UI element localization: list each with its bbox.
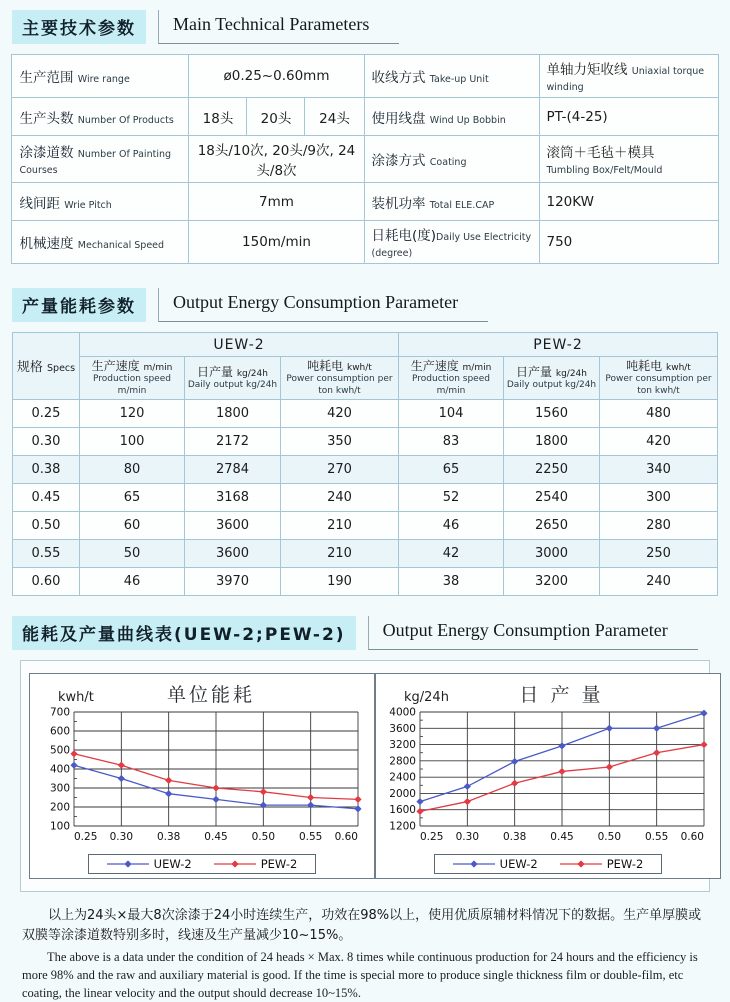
legend-item xyxy=(107,857,192,871)
value-cell: 100 xyxy=(79,427,184,455)
value-cell: 3970 xyxy=(184,567,280,595)
label-en: Coating xyxy=(429,157,467,168)
spec-cell: 0.25 xyxy=(12,399,79,427)
section-title-zh: 产量能耗参数 xyxy=(12,288,146,322)
label-zh: 生产头数 xyxy=(19,110,74,127)
chart-title: 单位能耗 xyxy=(166,683,255,706)
header-zh: 生产速度 xyxy=(410,359,459,373)
value-cell: 2650 xyxy=(504,511,600,539)
table-row xyxy=(12,183,718,221)
spec-cell: 0.38 xyxy=(12,455,79,483)
label-en: Take-up Unit xyxy=(429,74,489,85)
svg-text:0.55: 0.55 xyxy=(644,830,669,843)
svg-text:600: 600 xyxy=(49,725,70,738)
value-cell: 3600 xyxy=(184,539,280,567)
chart-panel-energy xyxy=(29,673,375,879)
param-label xyxy=(364,221,539,264)
value-zh: 滚筒＋毛毡＋模具 xyxy=(546,145,655,161)
header-unit: kg/24h xyxy=(555,368,587,379)
section-header-output-energy xyxy=(12,288,720,322)
col-header-power xyxy=(280,357,398,400)
header-zh: 吨耗电 xyxy=(307,359,344,373)
value-cell: 2172 xyxy=(184,427,280,455)
col-header-speed xyxy=(399,357,504,400)
header-zh: 规格 xyxy=(16,360,43,376)
svg-text:500: 500 xyxy=(49,744,70,757)
param-value xyxy=(539,98,718,136)
param-label xyxy=(364,183,539,221)
spec-cell: 0.30 xyxy=(12,427,79,455)
value-cell: 120 xyxy=(79,399,184,427)
value-cell: 65 xyxy=(399,455,504,483)
value-cell: 104 xyxy=(399,399,504,427)
value-cell: 210 xyxy=(280,511,398,539)
label-zh: 收线方式 xyxy=(371,70,426,86)
spec-cell: 0.55 xyxy=(12,539,79,567)
svg-text:0.60: 0.60 xyxy=(680,830,704,843)
spec-column-header xyxy=(12,333,79,400)
table-row xyxy=(12,455,717,483)
value-cell: 340 xyxy=(600,455,718,483)
table-row xyxy=(12,511,717,539)
section-title-zh: 能耗及产量曲线表(UEW-2;PEW-2) xyxy=(12,616,356,650)
y-axis-unit-label: kg/24h xyxy=(404,689,449,705)
value-zh: 120KW xyxy=(546,193,594,210)
value-cell: 50 xyxy=(79,539,184,567)
svg-text:0.45: 0.45 xyxy=(550,830,574,843)
table-row xyxy=(12,55,718,98)
param-value: 18头 xyxy=(189,98,247,136)
value-cell: 38 xyxy=(399,567,504,595)
value-cell: 210 xyxy=(280,539,398,567)
value-cell: 46 xyxy=(79,567,184,595)
col-header-power xyxy=(600,357,718,400)
footnote-en: The above is a data under the condition of 24 heads × Max. 8 times while continuous production for 24 hours and the efficiency is more 98% and the raw and auxiliary material is good. If the time is special more to produce single thickness film or double-film, etc coating, the linear velocity and the output should decrease 10~15%. xyxy=(22,950,698,1001)
header-en: Power consumption per ton kwh/t xyxy=(605,374,712,396)
value-cell: 1800 xyxy=(184,399,280,427)
line-chart-output xyxy=(382,706,714,848)
spec-cell: 0.50 xyxy=(12,511,79,539)
svg-text:0.25: 0.25 xyxy=(420,830,444,843)
legend-row xyxy=(36,854,368,874)
legend-label: PEW-2 xyxy=(606,856,644,871)
legend-marker-icon xyxy=(214,859,256,869)
value-cell: 190 xyxy=(280,567,398,595)
svg-text:300: 300 xyxy=(49,782,70,795)
header-en: Daily output kg/24h xyxy=(506,379,597,390)
header-unit: kwh/t xyxy=(346,363,372,373)
value-cell: 480 xyxy=(600,399,718,427)
section-title-zh: 主要技术参数 xyxy=(12,10,146,44)
legend-label: UEW-2 xyxy=(499,856,538,871)
param-label xyxy=(364,98,539,136)
param-value: ø0.25~0.60mm xyxy=(189,55,364,98)
param-value xyxy=(539,55,718,98)
value-cell: 3600 xyxy=(184,511,280,539)
group-header-pew2: PEW-2 xyxy=(399,333,718,357)
header-en: Specs xyxy=(47,363,76,375)
value-cell: 350 xyxy=(280,427,398,455)
label-zh: 涂漆道数 xyxy=(19,145,74,161)
svg-text:0.45: 0.45 xyxy=(204,830,228,843)
legend-item xyxy=(560,857,644,871)
header-zh: 吨耗电 xyxy=(626,359,663,373)
svg-text:400: 400 xyxy=(49,763,70,776)
chart-legend xyxy=(88,854,317,874)
table-row xyxy=(12,136,718,183)
header-unit: m/min xyxy=(462,363,492,373)
value-zh: PT-(4-25) xyxy=(546,108,608,125)
legend-marker-icon xyxy=(453,859,495,869)
svg-text:2000: 2000 xyxy=(389,787,416,800)
svg-text:1200: 1200 xyxy=(389,820,416,833)
header-en: Production speed m/min xyxy=(412,374,490,396)
param-label xyxy=(12,221,189,264)
col-header-speed xyxy=(79,357,184,400)
label-en: Daily Use Electricity (degree) xyxy=(371,232,532,259)
svg-text:0.38: 0.38 xyxy=(156,830,181,843)
label-zh: 涂漆方式 xyxy=(371,153,426,169)
label-en: Number Of Painting Courses xyxy=(19,149,172,176)
param-value: 20头 xyxy=(247,98,305,136)
header-en: Production speed m/min xyxy=(93,374,171,396)
header-en: Power consumption per ton kwh/t xyxy=(286,374,393,396)
label-zh: 装机功率 xyxy=(371,195,426,212)
line-chart-energy xyxy=(36,706,368,848)
value-cell: 65 xyxy=(79,483,184,511)
value-cell: 3200 xyxy=(504,567,600,595)
svg-text:0.38: 0.38 xyxy=(502,830,527,843)
svg-text:0.60: 0.60 xyxy=(334,830,358,843)
chart-legend xyxy=(434,854,663,874)
value-cell: 60 xyxy=(79,511,184,539)
spec-cell: 0.60 xyxy=(12,567,79,595)
table-header-row xyxy=(12,333,717,357)
legend-label: PEW-2 xyxy=(260,856,298,871)
spec-cell: 0.45 xyxy=(12,483,79,511)
legend-item xyxy=(214,857,298,871)
value-cell: 2784 xyxy=(184,455,280,483)
value-zh: 750 xyxy=(546,234,573,250)
table-row xyxy=(12,483,717,511)
svg-text:700: 700 xyxy=(49,706,70,719)
table-row xyxy=(12,539,717,567)
value-cell: 420 xyxy=(600,427,718,455)
charts-container xyxy=(20,660,710,892)
label-en: Wrie Pitch xyxy=(64,199,112,211)
legend-item xyxy=(453,857,538,871)
svg-text:200: 200 xyxy=(49,801,70,814)
svg-text:1600: 1600 xyxy=(389,803,416,816)
param-value: 7mm xyxy=(189,183,364,221)
svg-text:2400: 2400 xyxy=(389,771,416,784)
label-zh: 使用线盘 xyxy=(371,110,426,127)
param-value: 18头/10次, 20头/9次, 24头/8次 xyxy=(189,136,364,183)
label-zh: 机械速度 xyxy=(19,236,74,252)
legend-marker-icon xyxy=(107,859,149,869)
label-en: Wire range xyxy=(77,74,130,85)
svg-text:0.30: 0.30 xyxy=(109,830,134,843)
value-cell: 2250 xyxy=(504,455,600,483)
value-cell: 2540 xyxy=(504,483,600,511)
label-zh: 线间距 xyxy=(19,195,60,212)
footnote-zh: 以上为24头×最大8次涂漆于24小时连续生产，功效在98%以上，使用优质原辅材料情况下的数据。生产单厚膜或双膜等涂漆道数特别多时，线速及生产量减少10~15%。 xyxy=(22,907,702,943)
table-row xyxy=(12,98,718,136)
svg-text:0.30: 0.30 xyxy=(455,830,480,843)
chart-panel-output xyxy=(375,673,721,879)
label-en: Mechanical Speed xyxy=(77,240,165,251)
value-en: Uniaxial torque winding xyxy=(546,66,705,93)
param-value xyxy=(539,221,718,264)
label-zh: 日耗电(度) xyxy=(371,228,437,244)
output-table-body xyxy=(12,399,717,595)
value-cell: 1800 xyxy=(504,427,600,455)
header-zh: 日产量 xyxy=(197,364,234,379)
chart-header xyxy=(36,680,368,706)
param-label xyxy=(364,55,539,98)
legend-marker-icon xyxy=(560,859,602,869)
table-row xyxy=(12,221,718,264)
value-cell: 300 xyxy=(600,483,718,511)
header-zh: 生产速度 xyxy=(91,359,140,373)
col-header-output xyxy=(184,357,280,400)
svg-text:0.50: 0.50 xyxy=(597,830,622,843)
label-zh: 生产范围 xyxy=(19,70,74,86)
section-header-main-parameters xyxy=(12,10,720,44)
label-en: Number Of Products xyxy=(77,114,174,126)
svg-text:0.55: 0.55 xyxy=(298,830,323,843)
header-unit: kwh/t xyxy=(666,363,691,373)
label-en: Wind Up Bobbin xyxy=(429,114,506,126)
header-unit: m/min xyxy=(143,363,173,373)
svg-text:0.50: 0.50 xyxy=(251,830,276,843)
table-row xyxy=(12,567,717,595)
param-label xyxy=(12,55,189,98)
param-value xyxy=(539,183,718,221)
section-title-en: Output Energy Consumption Parameter xyxy=(368,616,698,650)
chart-title: 日 产 量 xyxy=(519,683,604,706)
value-cell: 420 xyxy=(280,399,398,427)
param-value: 24头 xyxy=(305,98,364,136)
value-cell: 250 xyxy=(600,539,718,567)
table-row xyxy=(12,427,717,455)
legend-label: UEW-2 xyxy=(153,856,192,871)
value-cell: 1560 xyxy=(504,399,600,427)
value-cell: 240 xyxy=(280,483,398,511)
param-value xyxy=(539,136,718,183)
table-row xyxy=(12,399,717,427)
footnote xyxy=(22,906,708,1002)
value-cell: 52 xyxy=(399,483,504,511)
y-axis-unit-label: kwh/t xyxy=(58,689,94,705)
value-zh: 单轴力矩收线 xyxy=(546,62,628,78)
svg-text:0.25: 0.25 xyxy=(74,830,98,843)
param-label xyxy=(12,98,189,136)
param-label xyxy=(12,183,189,221)
section-title-en: Output Energy Consumption Parameter xyxy=(158,288,488,322)
section-header-curves xyxy=(12,616,720,650)
value-cell: 3168 xyxy=(184,483,280,511)
main-parameters-table xyxy=(11,54,718,264)
section-title-en: Main Technical Parameters xyxy=(158,10,399,44)
svg-text:4000: 4000 xyxy=(389,706,416,719)
param-label xyxy=(12,136,189,183)
legend-row xyxy=(382,854,714,874)
svg-text:100: 100 xyxy=(49,820,70,833)
value-cell: 80 xyxy=(79,455,184,483)
label-en: Total ELE.CAP xyxy=(429,199,495,211)
param-label xyxy=(364,136,539,183)
svg-text:3600: 3600 xyxy=(389,722,416,735)
col-header-output xyxy=(504,357,600,400)
value-cell: 3000 xyxy=(504,539,600,567)
table-subheader-row xyxy=(12,357,717,400)
value-cell: 42 xyxy=(399,539,504,567)
value-cell: 280 xyxy=(600,511,718,539)
chart-header xyxy=(382,680,714,706)
header-en: Daily output kg/24h xyxy=(187,379,278,390)
group-header-uew2: UEW-2 xyxy=(79,333,398,357)
value-cell: 46 xyxy=(399,511,504,539)
value-cell: 83 xyxy=(399,427,504,455)
header-unit: kg/24h xyxy=(236,368,268,379)
svg-text:2800: 2800 xyxy=(389,755,416,768)
header-zh: 日产量 xyxy=(516,364,553,379)
param-value: 150m/min xyxy=(189,221,364,264)
value-en: Tumbling Box/Felt/Mould xyxy=(546,165,663,176)
value-cell: 240 xyxy=(600,567,718,595)
svg-text:3200: 3200 xyxy=(389,738,416,751)
value-cell: 270 xyxy=(280,455,398,483)
output-table xyxy=(12,332,718,596)
